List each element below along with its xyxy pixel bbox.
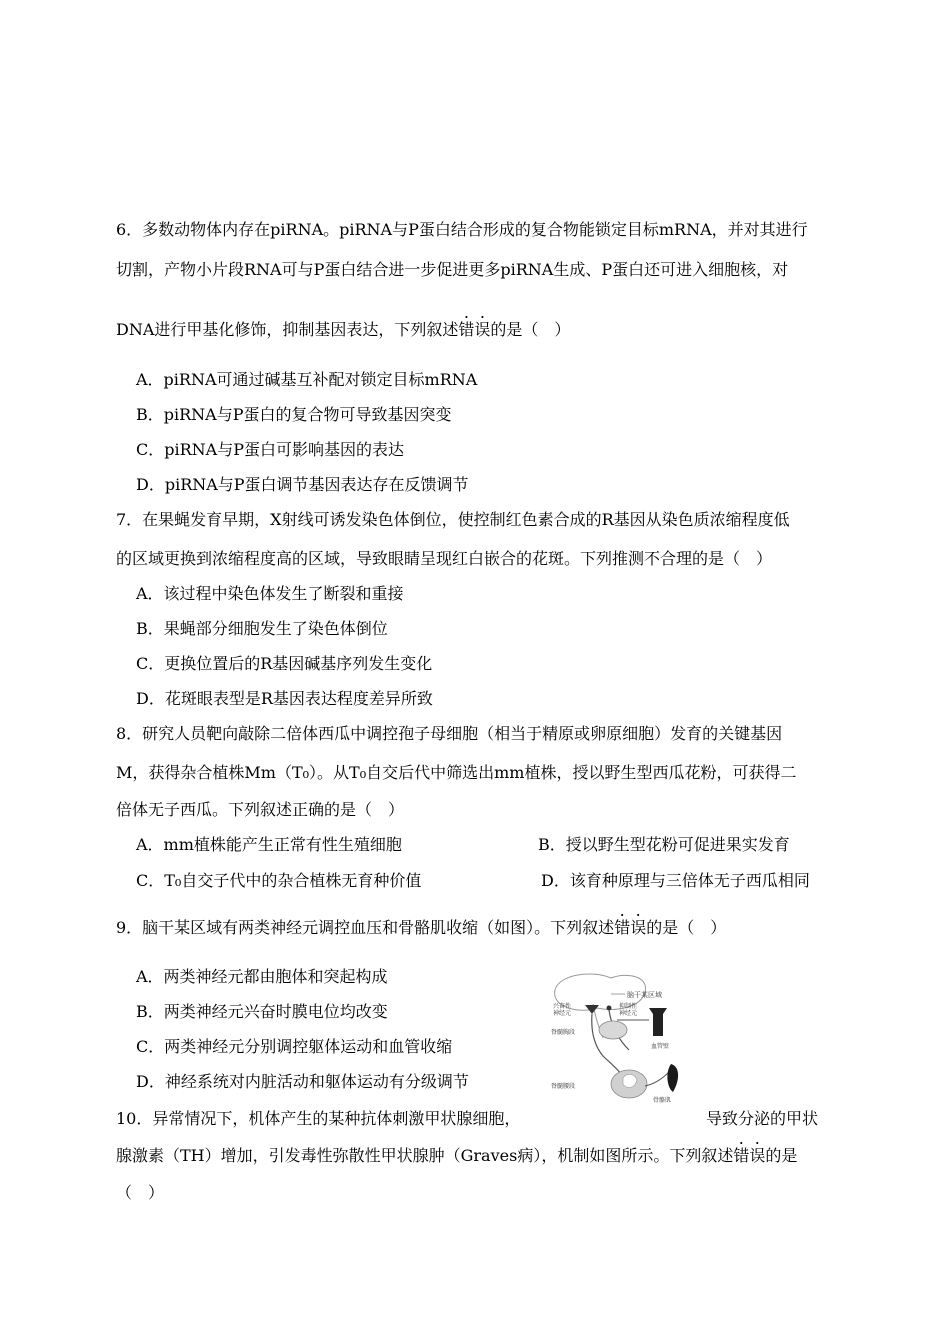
- q7-option-c[interactable]: C．更换位置后的R基因碱基序列发生变化: [136, 654, 433, 673]
- inhibitory-neuron-body: [607, 1006, 612, 1011]
- q6-stem-line2: 切割，产物小片段RNA可与P蛋白结合进一步促进更多piRNA生成、P蛋白还可进入细胞核，对: [116, 260, 789, 279]
- q6-stem-line3: DNA进行甲基化修饰，抑制基因表达，下列叙述错误的是（ ）: [116, 320, 571, 339]
- emphasis-char: 错: [614, 918, 631, 937]
- label-excitatory-2: 神经元: [553, 1010, 572, 1017]
- label-excitatory-1: 兴奋性: [553, 1003, 572, 1010]
- q9-option-b[interactable]: B．两类神经元兴奋时膜电位均改变: [136, 1002, 388, 1021]
- label-brainstem: 脑干某区域: [627, 991, 662, 999]
- q6-option-b[interactable]: B．piRNA与P蛋白的复合物可导致基因突变: [136, 405, 452, 424]
- q6-option-c[interactable]: C．piRNA与P蛋白可影响基因的表达: [136, 440, 404, 459]
- q10-stem-line2: 腺激素（TH）增加，引发毒性弥散性甲状腺肿（Graves病），机制如图所示。下列叙述错误的是: [116, 1146, 798, 1165]
- q8-stem-line3: 倍体无子西瓜。下列叙述正确的是（ ）: [116, 800, 405, 819]
- q6-option-d[interactable]: D．piRNA与P蛋白调节基因表达存在反馈调节: [136, 475, 469, 494]
- vessel-wall-top: [649, 1008, 667, 1014]
- skeletal-muscle: [667, 1064, 678, 1092]
- neuron-diagram: [545, 968, 695, 1108]
- q8-stem-line1: 8．研究人员靶向敲除二倍体西瓜中调控孢子母细胞（相当于精原或卵原细胞）发育的关键基因: [116, 724, 783, 743]
- q10-stem-line1-left: 10．异常情况下，机体产生的某种抗体刺激甲状腺细胞，: [116, 1109, 521, 1128]
- q8-option-c[interactable]: C．T₀自交子代中的杂合植株无育种价值: [136, 871, 422, 890]
- emphasis-char: 错: [733, 1146, 750, 1165]
- q7-stem-line2: 的区域更换到浓缩程度高的区域，导致眼睛呈现红白嵌合的花斑。下列推测不合理的是（ ）: [116, 549, 773, 568]
- emphasis-char: 错: [458, 320, 475, 339]
- label-thoracic: 脊髓胸段: [551, 1029, 576, 1036]
- excitatory-neuron-body: [585, 1005, 599, 1014]
- q7-option-a[interactable]: A．该过程中染色体发生了断裂和重接: [136, 584, 404, 603]
- q8-stem-line2: M，获得杂合植株Mm（T₀）。从T₀自交后代中筛选出mm植株，授以野生型西瓜花粉，可获得二: [116, 763, 797, 782]
- emphasis-char: 误: [749, 1146, 766, 1165]
- motor-nerve: [645, 1072, 669, 1086]
- q9-option-a[interactable]: A．两类神经元都由胞体和突起构成: [136, 967, 388, 986]
- label-vessel: 血管壁: [651, 1043, 670, 1050]
- q10-stem-line1-right: 导致分泌的甲状: [706, 1109, 819, 1128]
- q8-option-b[interactable]: B．授以野生型花粉可促进果实发育: [538, 835, 790, 854]
- label-muscle: 骨骼肌: [653, 1097, 672, 1104]
- q10-stem-line3: （ ）: [116, 1183, 165, 1202]
- emphasis-char: 误: [474, 320, 491, 339]
- emphasis-char: 误: [630, 918, 647, 937]
- q9-stem-line1: 9．脑干某区域有两类神经元调控血压和骨骼肌收缩（如图）。下列叙述错误的是（ ）: [116, 918, 727, 937]
- q6-stem-line1: 6．多数动物体内存在piRNA。piRNA与P蛋白结合形成的复合物能锁定目标mRNA，并对其进行: [116, 220, 808, 239]
- label-inhibitory-2: 神经元: [619, 1010, 638, 1017]
- q8-option-a[interactable]: A．mm植株能产生正常有性生殖细胞: [136, 835, 402, 854]
- spinal-thoracic: [599, 1021, 627, 1039]
- q7-stem-line1: 7．在果蝇发育早期，X射线可诱发染色体倒位，使控制红色素合成的R基因从染色质浓缩程度低: [116, 510, 790, 529]
- q9-option-d[interactable]: D．神经系统对内脏活动和躯体运动有分级调节: [136, 1072, 469, 1091]
- q6-option-a[interactable]: A．piRNA可通过碱基互补配对锁定目标mRNA: [136, 370, 478, 389]
- label-inhibitory-1: 抑制性: [619, 1003, 638, 1010]
- label-lumbar: 脊髓腰段: [551, 1083, 576, 1090]
- q7-option-b[interactable]: B．果蝇部分细胞发生了染色体倒位: [136, 619, 388, 638]
- q8-option-d[interactable]: D．该育种原理与三倍体无子西瓜相同: [541, 871, 810, 890]
- q9-option-c[interactable]: C．两类神经元分别调控躯体运动和血管收缩: [136, 1037, 453, 1056]
- q7-option-d[interactable]: D．花斑眼表型是R基因表达程度差异所致: [136, 689, 433, 708]
